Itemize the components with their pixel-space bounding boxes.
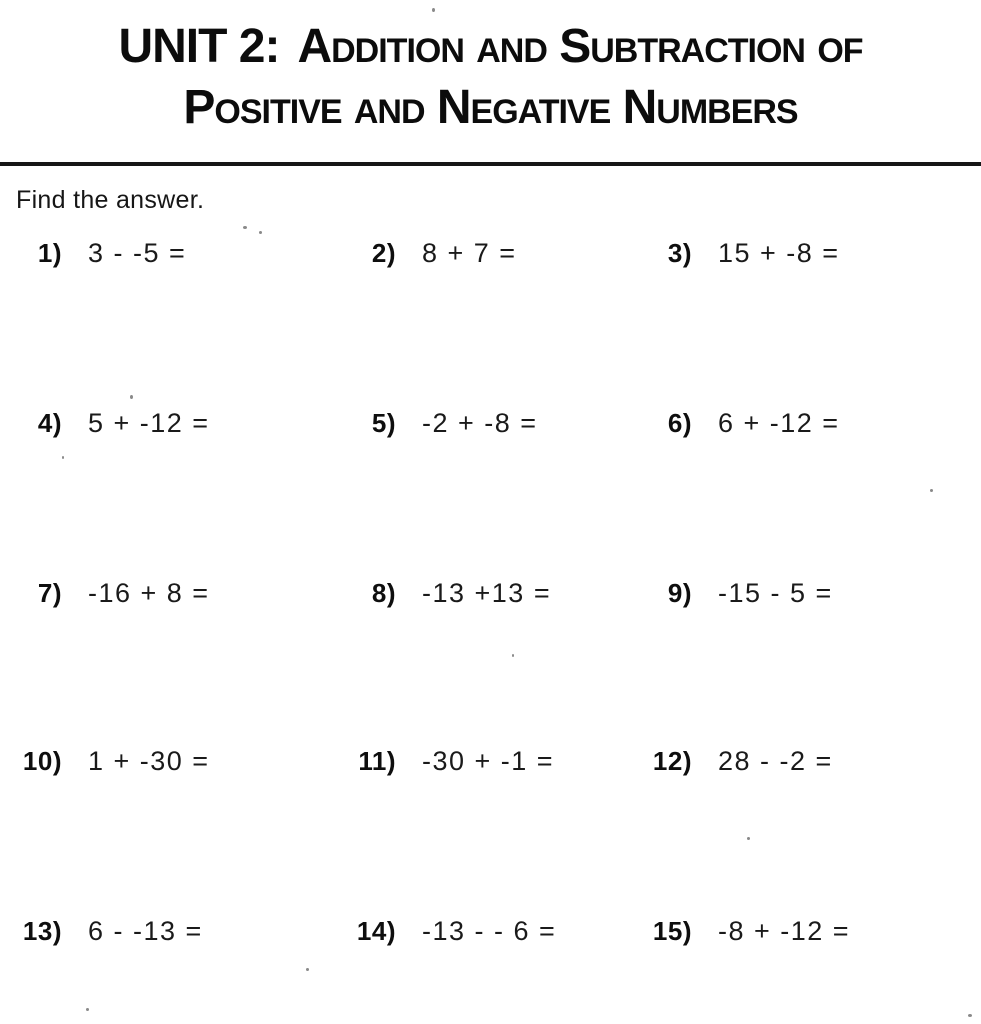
title-line1-text: Addition and Subtraction of [297,20,863,73]
scan-speck [747,837,750,840]
problem-expression: 5 + -12 = [88,408,210,438]
problem-expression: 3 - -5 = [88,238,187,268]
scan-speck [968,1014,972,1017]
title-line-2: Positive and Negative Numbers [183,81,798,134]
scan-speck [512,654,514,657]
problem-expression: -15 - 5 = [718,578,833,608]
scan-speck [62,456,64,459]
problem-row-4 [0,746,981,788]
divider-line [0,162,981,166]
scan-speck [86,1008,89,1011]
problem-14 [330,916,556,947]
unit-label: UNIT 2: [118,20,280,73]
problem-number: 12) [652,746,692,776]
problem-number: 6) [667,408,692,438]
problem-number: 15) [652,916,692,946]
problem-6 [630,408,840,439]
problem-expression: -16 + 8 = [88,578,210,608]
problem-number: 5) [371,408,396,438]
problem-number: 3) [667,238,692,268]
problem-number: 13) [22,916,62,946]
scan-speck [259,231,262,234]
problem-expression: -13 +13 = [422,578,552,608]
problem-row-5 [0,916,981,958]
problem-12 [630,746,833,777]
problem-9 [630,578,833,609]
problem-13 [14,916,203,947]
problem-row-2 [0,408,981,450]
problem-number: 9) [667,578,692,608]
problem-7 [14,578,210,609]
problem-expression: -2 + -8 = [422,408,538,438]
problem-expression: 1 + -30 = [88,746,210,776]
problem-expression: 8 + 7 = [422,238,517,268]
instruction-text: Find the answer. [16,186,205,214]
problem-8 [330,578,551,609]
problem-number: 10) [22,746,62,776]
problem-number: 2) [371,238,396,268]
problem-4 [14,408,210,439]
problem-3 [630,238,840,269]
problem-11 [330,746,554,777]
problem-number: 1) [37,238,62,268]
worksheet-title [0,16,981,138]
problem-2 [330,238,517,269]
problem-expression: 6 - -13 = [88,916,203,946]
problem-row-1 [0,238,981,280]
problem-expression: 6 + -12 = [718,408,840,438]
problem-expression: 28 - -2 = [718,746,833,776]
problem-expression: 15 + -8 = [718,238,840,268]
problem-15 [630,916,850,947]
problem-expression: -30 + -1 = [422,746,555,776]
title-line-1 [0,16,981,77]
problem-number: 4) [37,408,62,438]
scan-speck [243,226,247,229]
scan-speck [432,8,435,12]
problem-5 [330,408,538,439]
problem-expression: -13 - - 6 = [422,916,557,946]
problem-1 [14,238,186,269]
scan-speck [930,489,933,492]
problem-number: 11) [358,746,396,776]
problem-number: 14) [356,916,396,946]
problem-expression: -8 + -12 = [718,916,851,946]
scan-speck [306,968,309,971]
problem-10 [14,746,210,777]
scan-speck [130,395,133,399]
problem-number: 7) [37,578,62,608]
problem-row-3 [0,578,981,620]
problem-number: 8) [371,578,396,608]
